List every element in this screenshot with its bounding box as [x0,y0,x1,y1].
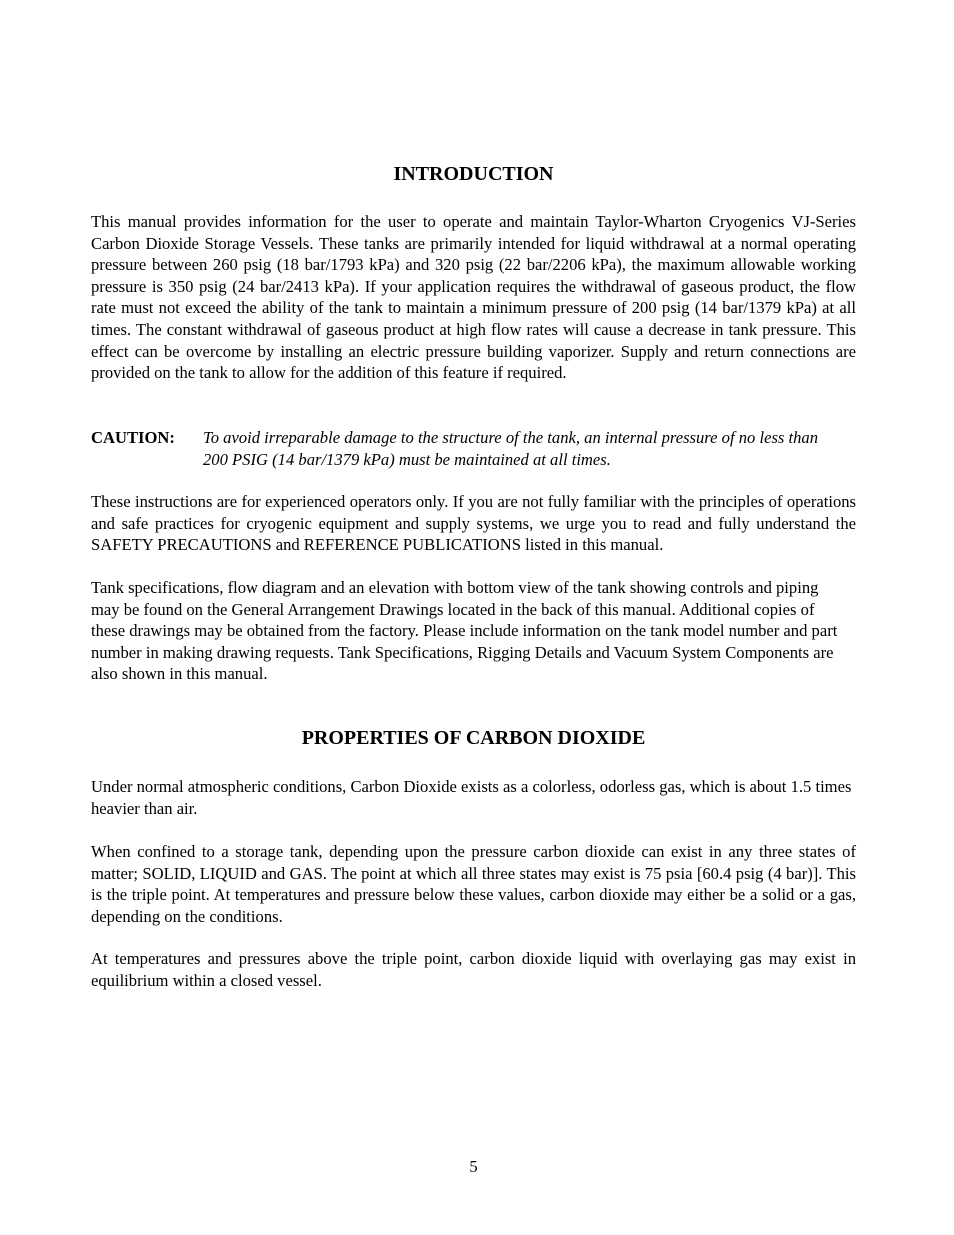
introduction-paragraph-1: This manual provides information for the user to operate and maintain Taylor-Wharton Cryogenics VJ-Series Carbon Dioxide Storage Vessels. These tanks are primarily intended for liquid withdrawal at a normal operating pressure between 260 psig (18 bar/1793 kPa) and 320 psig (22 bar/2206 kPa), the maximum allowable working pressure is 350 psig (24 bar/2413 kPa). If your application requires the withdrawal of gaseous product, the flow rate must not exceed the ability of the tank to maintain a minimum pressure of 200 psig (14 bar/1379 kPa) at all times. The constant withdrawal of gaseous product at high flow rates will cause a decrease in tank pressure. This effect can be overcome by installing an electric pressure building vaporizer. Supply and return connections are provided on the tank to allow for the addition of this feature if required. [91,212,856,383]
introduction-paragraph-3: Tank specifications, flow diagram and an elevation with bottom view of the tank showing controls and piping may be found on the General Arrangement Drawings located in the back of this manual. Additional copies of these drawings may be obtained from the factory. Please include information on the tank model number and part number in making drawing requests. Tank Specifications, Rigging Details and Vacuum System Components are also shown in this manual. [91,578,838,684]
properties-paragraph-1: Under normal atmospheric conditions, Carbon Dioxide exists as a colorless, odorless gas, which is about 1.5 times heavier than air. [91,777,852,818]
page-number: 5 [469,1157,478,1176]
introduction-paragraph-2: These instructions are for experienced operators only. If you are not fully familiar with the principles of operations and safe practices for cryogenic equipment and supply systems, we urge you to read and fully understand the SAFETY PRECAUTIONS and REFERENCE PUBLICATIONS listed in this manual. [91,492,856,555]
properties-heading: PROPERTIES OF CARBON DIOXIDE [301,727,646,749]
caution-text: To avoid irreparable damage to the structure of the tank, an internal pressure of no less than 200 PSIG (14 bar/1379 kPa) must be maintained at all times. [203,428,819,469]
introduction-heading: INTRODUCTION [393,163,554,185]
properties-paragraph-2: When confined to a storage tank, depending upon the pressure carbon dioxide can exist in any three states of matter; SOLID, LIQUID and GAS. The point at which all three states may exist is 75 psia [60.4 psig (4 bar)]. This is the triple point. At temperatures and pressure below these values, carbon dioxide may either be a solid or a gas, depending on the conditions. [91,842,856,926]
caution-label: CAUTION: [91,428,175,447]
properties-paragraph-3: At temperatures and pressures above the triple point, carbon dioxide liquid with overlaying gas may exist in equilibrium within a closed vessel. [91,949,856,990]
